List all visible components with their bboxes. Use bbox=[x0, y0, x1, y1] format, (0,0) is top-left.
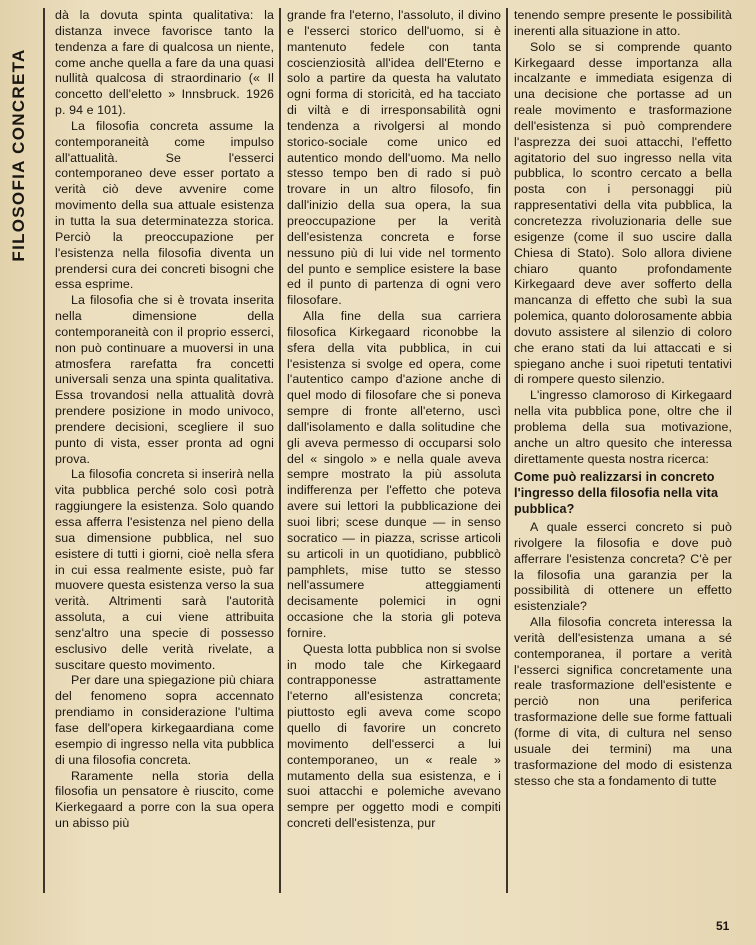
paragraph: L'ingresso clamoroso di Kirkegaard nella vita pubblica pone, oltre che il problema della sua motivazione, anche un altro quesito che interessa direttamente questa nostra ricerca: bbox=[514, 388, 732, 466]
paragraph: tenendo sempre presente le possibilità inerenti alla situazione in atto. bbox=[514, 8, 732, 38]
paragraph: Solo se si comprende quanto Kirkegaard desse importanza alla incalzante e immediata esigenza di una decisione che portasse ad un reale movimento e trasformazione dell'esistenza si può comprendere l'asprezza dei suoi attacchi, l'effetto agitatorio del suo ingresso nella vita pubblica, lo scontro cercato a bella posta con i personaggi più rappresentativi della vita pubblica, la concretezza rivoluzionaria delle sue esigenze (come il suo uscire dalla Chiesa di Stato). Solo allora diviene chiaro quanto profondamente Kirkegaard deve aver sofferto della mancanza di effetto che subì la sua polemica, quanto dolorosamente abbia dovuto assistere al silenzio di coloro che erano stati da lui attaccati e si spiegano anche i suoi ripetuti tentativi di rompere questo silenzio. bbox=[514, 39, 732, 387]
text-column-2 bbox=[287, 8, 501, 903]
column-rule bbox=[506, 8, 508, 893]
paragraph: Raramente nella storia della filosofia un pensatore è riuscito, come Kierkegaard a porre con la sua opera un abisso più bbox=[55, 768, 274, 831]
text-column-1 bbox=[55, 8, 274, 903]
paragraph: La filosofia concreta si inserirà nella vita pubblica perché solo così potrà raggiungere la esistenza. Solo quando essa afferra l'esistenza nel pieno della sua dimensione pubblica, nel suo esistere di tutti i giorni, cioè nella sfera in cui essa realmente esiste, può far muovere questa esistenza verso la sua verità. Altrimenti sarà l'autorità assoluta, a cui viene attribuita senz'altro una specie di possesso esclusivo delle verità rivelate, a suscitare questo movimento. bbox=[55, 467, 274, 672]
paragraph: grande fra l'eterno, l'assoluto, il divino e l'esserci storico dell'uomo, si è mantenuto fedele con tanta coscienziosità all'idea dell'Eterno e solo a partire da questa ha valutato ogni forma di storicità, ed ha tacciato di viltà e di irresponsabilità ogni tendenza a rivolgersi al mondo storico-sociale come unico ed autentico mondo dell'uomo. Ma nello stesso tempo ben di rado si può trovare in un altro filosofo, fin dall'inizio della sua opera, la sua preoccupazione per la verità dell'esistenza concreta e forse nessuno più di lui vide nel tormento del punto e semplice esistere la base ed il punto di partenza di ogni vero filosofare. bbox=[287, 8, 501, 308]
subheading: Come può realizzarsi in concreto l'ingresso della filosofia nella vita pubblica? bbox=[514, 470, 719, 517]
paragraph: La filosofia concreta assume la contemporaneità come impulso all'attualità. Se l'esserci contemporaneo deve esser portato a verità ciò deve avvenire come movimento della sua attuale esistenza in tutta la sua determinatezza storica. Perciò la preoccupazione per l'esistenza nella filosofia diventa un prendersi cura dei concreti bisogni che essa esprime. bbox=[55, 118, 274, 292]
paragraph: La filosofia che si è trovata inserita nella dimensione della contemporaneità con il proprio esserci, non può continuare a muoversi in una atmosfera rarefatta fra concetti universali senza una spinta qualitativa. Essa trovandosi nella attualità dovrà prendere posizione in modo univoco, prendere decisioni, scegliere il suo punto di vista, esser pronta ad ogni prova. bbox=[55, 293, 274, 466]
section-title-text: FILOSOFIA CONCRETA bbox=[9, 48, 28, 262]
paragraph: Per dare una spiegazione più chiara del fenomeno sopra accennato prendiamo in considerazione l'ultima fase dell'opera kirkegaardiana come esempio di ingresso nella vita pubblica di una filosofia concreta. bbox=[55, 673, 274, 767]
paragraph: Questa lotta pubblica non si svolse in modo tale che Kirkegaard contrapponesse astrattamente l'eterno all'esistenza concreta; piuttosto egli aveva come scopo quello di favorire un concreto movimento dell'esserci a lui contemporaneo, un « reale » mutamento della sua esistenza, e i suoi attacchi e polemiche avevano sempre per oggetto modi e compiti concreti dell'esistenza, pur bbox=[287, 641, 501, 831]
paragraph: Alla filosofia concreta interessa la verità dell'esistenza umana a sé contemporanea, il portare a verità l'esserci significa concretamente una reale trasformazione dell'esistente e perciò non una periferica trasformazione delle sue forme fattuali (forme di vita, di cultura nel senso usuale dei termini) ma una trasformazione del modo di esistenza stesso che sta a fondamento di tutte bbox=[514, 615, 732, 788]
text-column-3 bbox=[514, 8, 732, 903]
page-number: 51 bbox=[716, 919, 730, 933]
section-title bbox=[8, 30, 30, 280]
paragraph: A quale esserci concreto si può rivolgere la filosofia e dove può afferrare l'esistenza concreta? C'è per la filosofia una garanzia per la possibilità di ottenere un effetto esistenziale? bbox=[514, 520, 732, 614]
column-rule bbox=[279, 8, 281, 893]
column-rule bbox=[43, 8, 45, 893]
paragraph: Alla fine della sua carriera filosofica Kirkegaard riconobbe la sfera della vita pubblica, in cui l'esistenza si svolge ed opera, come l'autentico campo d'azione anche di quel modo di filosofare che si poneva sempre di fronte all'eterno, uscì dall'isolamento e dalla solitudine che gli aveva permesso di occuparsi solo del « singolo » e nella quale aveva sempre mostrato la più assoluta indifferenza per l'effetto che poteva avere sui lettori la pubblicazione dei suoi libri; scese dunque — in senso socratico — in piazza, scrisse articoli su articoli in un quotidiano, pubblicò pamphlets, mise tutto se stesso nell'assumere atteggiamenti decisamente polemici in ogni occasione che la storia gli poteva fornire. bbox=[287, 309, 501, 640]
paragraph: dà la dovuta spinta qualitativa: la distanza invece favorisce tanto la tendenza a fare di qualcosa un niente, come anche quella a fare da una quasi nullità qualcosa di straordinario (« Il concetto dell'eletto » Innsbruck. 1926 p. 94 e 101). bbox=[55, 8, 274, 118]
